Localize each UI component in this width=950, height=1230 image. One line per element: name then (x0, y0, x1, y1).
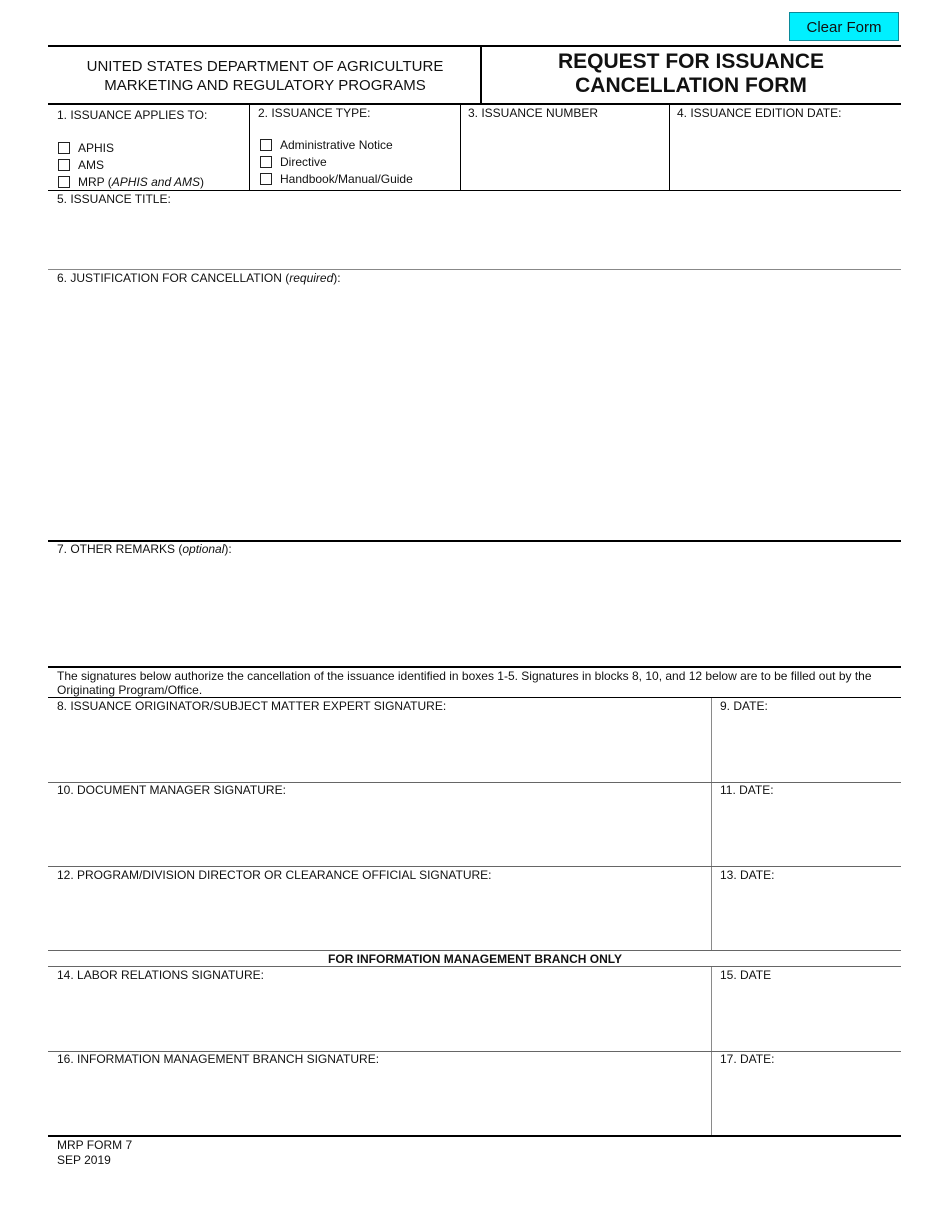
box1-divider (249, 104, 250, 191)
form-title-line-2: CANCELLATION FORM (575, 74, 807, 97)
box1-label: 1. ISSUANCE APPLIES TO: (57, 108, 208, 122)
director-signature-field[interactable] (50, 885, 708, 949)
originator-signature-field[interactable] (50, 716, 708, 780)
directive-label: Directive (280, 155, 327, 169)
box17-label: 17. DATE: (720, 1052, 775, 1066)
box7-label-italic: optional (182, 542, 225, 556)
ams-label: AMS (78, 158, 105, 172)
signature-date-divider-upper (711, 698, 712, 951)
box11-label: 11. DATE: (720, 783, 774, 797)
other-remarks-field[interactable] (50, 558, 900, 664)
box4-label: 4. ISSUANCE EDITION DATE: (677, 106, 842, 120)
box7-label (57, 542, 232, 556)
box6-label (57, 271, 341, 285)
imb-signature-field[interactable] (50, 1069, 708, 1133)
box13-label: 13. DATE: (720, 868, 775, 882)
mrp-label (78, 175, 204, 189)
box6-label-suffix: ): (333, 271, 341, 285)
issuance-title-field[interactable] (50, 208, 900, 268)
box2-divider (460, 104, 461, 191)
box15-label: 15. DATE (720, 968, 772, 982)
mrp-label-suffix: ) (200, 175, 205, 189)
labor-relations-date-field[interactable] (714, 985, 899, 1049)
box5-label: 5. ISSUANCE TITLE: (57, 192, 171, 206)
issuance-number-field[interactable] (462, 122, 667, 188)
directive-checkbox[interactable] (260, 156, 272, 168)
box10-bottom-rule (48, 866, 901, 867)
box3-label: 3. ISSUANCE NUMBER (468, 106, 599, 120)
agency-line-1: UNITED STATES DEPARTMENT OF AGRICULTURE (86, 58, 444, 75)
box7-label-prefix: 7. OTHER REMARKS ( (57, 542, 183, 556)
justification-field[interactable] (50, 287, 900, 537)
imb-date-field[interactable] (714, 1069, 899, 1133)
handbook-label: Handbook/Manual/Guide (280, 172, 413, 186)
aphis-checkbox[interactable] (58, 142, 70, 154)
mrp-label-prefix: MRP ( (78, 175, 112, 189)
mrp-label-italic: APHIS and AMS (111, 175, 201, 189)
box7-label-suffix: ): (224, 542, 232, 556)
box16-label: 16. INFORMATION MANAGEMENT BRANCH SIGNATURE: (57, 1052, 380, 1066)
imb-only-heading: FOR INFORMATION MANAGEMENT BRANCH ONLY (328, 952, 622, 966)
clear-form-button[interactable]: Clear Form (789, 12, 899, 41)
labor-relations-signature-field[interactable] (50, 985, 708, 1049)
header-bottom-rule (48, 103, 901, 105)
administrative-notice-label: Administrative Notice (280, 138, 393, 152)
box12-label: 12. PROGRAM/DIVISION DIRECTOR OR CLEARANCE OFFICIAL SIGNATURE: (57, 868, 492, 882)
document-manager-signature-field[interactable] (50, 800, 708, 864)
box6-label-prefix: 6. JUSTIFICATION FOR CANCELLATION ( (57, 271, 290, 285)
imb-heading-bottom-rule (48, 966, 901, 967)
box10-label: 10. DOCUMENT MANAGER SIGNATURE: (57, 783, 286, 797)
box12-bottom-rule (48, 950, 901, 951)
signatures-intro: The signatures below authorize the cancellation of the issuance identified in boxes 1-5. Signatures in blocks 8, 10, and 12 below are to be filled out by the Originating Program/Office. (57, 669, 872, 697)
box7-bottom-rule (48, 666, 901, 668)
handbook-checkbox[interactable] (260, 173, 272, 185)
form-number: MRP FORM 7 (57, 1138, 133, 1152)
box2-label: 2. ISSUANCE TYPE: (258, 106, 371, 120)
originator-date-field[interactable] (714, 716, 899, 780)
box14-label: 14. LABOR RELATIONS SIGNATURE: (57, 968, 264, 982)
box3-divider (669, 104, 670, 191)
director-date-field[interactable] (714, 885, 899, 949)
header-top-rule (48, 45, 901, 47)
agency-line-2: MARKETING AND REGULATORY PROGRAMS (104, 77, 426, 94)
form-bottom-rule (48, 1135, 901, 1137)
issuance-edition-date-field[interactable] (671, 122, 899, 188)
box6-label-italic: required (289, 271, 334, 285)
form-title-line-1: REQUEST FOR ISSUANCE (557, 50, 825, 73)
aphis-label: APHIS (78, 141, 115, 155)
agency-name (50, 57, 480, 95)
ams-checkbox[interactable] (58, 159, 70, 171)
box9-label: 9. DATE: (720, 699, 768, 713)
administrative-notice-checkbox[interactable] (260, 139, 272, 151)
boxes-row-bottom-rule (48, 190, 901, 191)
form-title (482, 50, 900, 98)
document-manager-date-field[interactable] (714, 800, 899, 864)
form-date: SEP 2019 (57, 1153, 111, 1167)
box5-bottom-rule (48, 269, 901, 270)
box8-label: 8. ISSUANCE ORIGINATOR/SUBJECT MATTER EXPERT SIGNATURE: (57, 699, 447, 713)
mrp-checkbox[interactable] (58, 176, 70, 188)
intro-bottom-rule (48, 697, 901, 698)
